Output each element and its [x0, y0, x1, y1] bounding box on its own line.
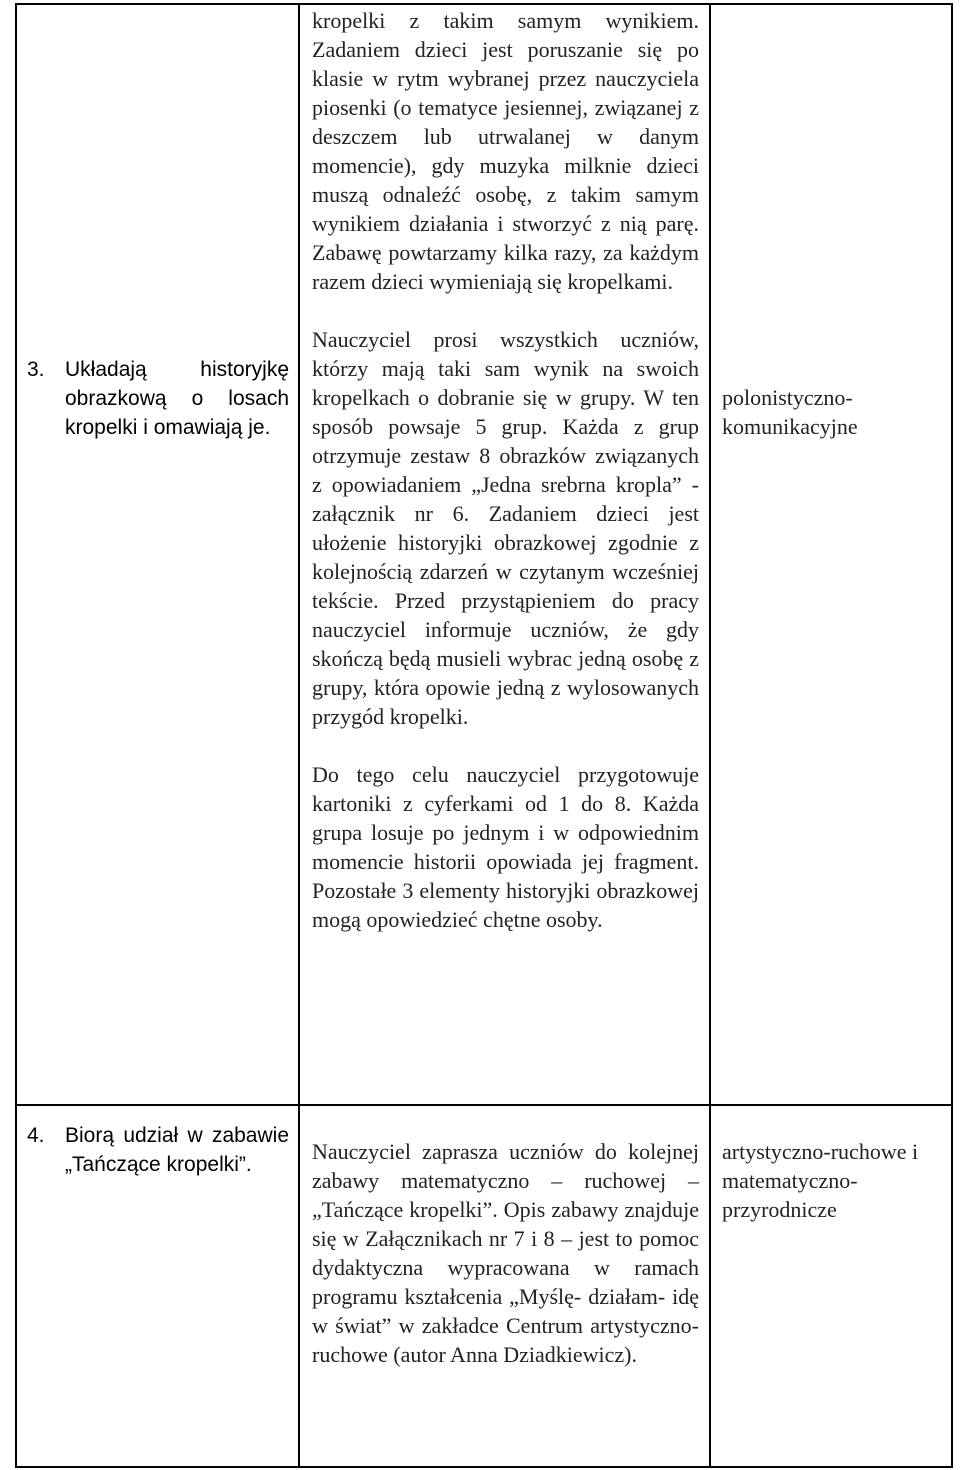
table-border-left: [15, 3, 17, 1467]
row-3-description-cell: [312, 6, 699, 934]
table-border-right: [951, 3, 953, 1467]
row-4-education-type-cell: [722, 1137, 942, 1224]
table-border-col1: [298, 3, 300, 1467]
table-border-top: [15, 3, 953, 5]
activity-text: Biorą udział w zabawie „Tańczące kropelki”.: [65, 1124, 289, 1176]
activity-text: Układają historyjkę obrazkową o losach kropelki i omawiają je.: [65, 358, 289, 439]
description-paragraph: Do tego celu nauczyciel przygotowuje kartoniki z cyferkami od 1 do 8. Każda grupa losuje po jednym i w odpowiednim momencie historii opowiada jej fragment. Pozostałe 3 elementy historyjki obrazkowej mogą opowiedzieć chętne osoby.: [312, 762, 699, 932]
row-number: 3.: [27, 358, 45, 381]
description-paragraph: Nauczyciel zaprasza uczniów do kolejnej zabawy matematyczno – ruchowej – „Tańczące kropelki”. Opis zabawy znajduje się w Załącznikach nr 7 i 8 – jest to pomoc dydaktyczna wypracowana w ramach programu kształcenia „Myślę- działam- idę w świat” w zakładce Centrum artystyczno-ruchowe (autor Anna Dziadkiewicz).: [312, 1139, 699, 1367]
description-paragraph: kropelki z takim samym wynikiem. Zadaniem dzieci jest poruszanie się po klasie w rytm wybranej przez nauczyciela piosenki (o tematyce jesiennej, związanej z deszczem lub utrwalanej w danym momencie), gdy muzyka milknie dzieci muszą odnaleźć osobę, z takim samym wynikiem działania i stworzyć z nią parę. Zabawę powtarzamy kilka razy, za każdym razem dzieci wymieniają się kropelkami.: [312, 8, 699, 294]
row-3-activity-cell: [27, 355, 289, 442]
table-row-divider: [15, 1104, 953, 1106]
table-border-bottom: [15, 1466, 953, 1468]
row-3-education-type-cell: [722, 383, 882, 441]
row-number: 4.: [27, 1124, 45, 1147]
row-4-activity-cell: [27, 1121, 289, 1179]
table-border-col2: [709, 3, 711, 1467]
education-type: polonistyczno-komunikacyjne: [722, 385, 858, 439]
description-paragraph: Nauczyciel prosi wszystkich uczniów, którzy mają taki sam wynik na swoich kropelkach o dobranie się w grupy. W ten sposób powsaje 5 grup. Każda z grup otrzymuje zestaw 8 obrazków związanych z opowiadaniem „Jedna srebrna kropla” - załącznik nr 6. Zadaniem dzieci jest ułożenie historyjki obrazkowej zgodnie z kolejnością zdarzeń w czytanym wcześniej tekście. Przed przystąpieniem do pracy nauczyciel informuje uczniów, że gdy skończą będą musieli wybrac jedną osobę z grupy, która opowie jedną z wylosowanych przygód kropelki.: [312, 327, 699, 729]
row-4-description-cell: [312, 1137, 699, 1369]
education-type: artystyczno-ruchowe i matematyczno-przyrodnicze: [722, 1139, 919, 1222]
